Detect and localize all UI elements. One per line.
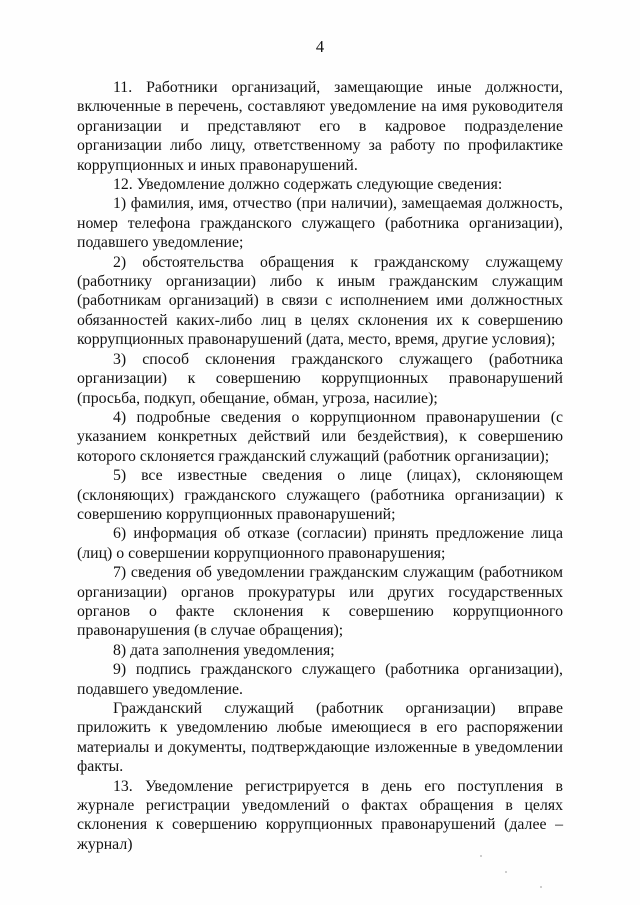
- list-item-9: 9) подпись гражданского служащего (работника организации), подавшего уведомление.: [77, 661, 563, 698]
- document-body: [77, 78, 563, 854]
- list-item-3: 3) способ склонения гражданского служащего (работника организации) к совершению коррупционных правонарушений (просьба, подкуп, обещание, обман, угроза, насилие);: [77, 350, 563, 407]
- scan-speck: [540, 886, 542, 888]
- list-item-8: 8) дата заполнения уведомления;: [113, 641, 335, 659]
- paragraph-11: 11. Работники организаций, замещающие иные должности, включенные в перечень, составляют уведомление на имя руководителя организации и представляют его в кадровое подразделение организации либо лицу, ответственному за работу по профилактике коррупционных и иных правонарушений.: [77, 79, 563, 174]
- list-item-6: 6) информация об отказе (согласии) принять предложение лица (лиц) о совершении коррупционного правонарушения;: [77, 525, 563, 562]
- list-item-2: 2) обстоятельства обращения к гражданскому служащему (работнику организации) либо к иным гражданским служащим (работникам организаций) в связи с исполнением ими должностных обязанностей каких-либо лиц в целях склонения их к совершению коррупционных правонарушений (дата, место, время, другие условия);: [77, 253, 563, 349]
- list-item-7: 7) сведения об уведомлении гражданским служащим (работником организации) органов прокуратуры или других государственных органов о факте склонения к совершению коррупционного правонарушения (в случае обращения);: [77, 564, 563, 640]
- attachment-paragraph: Гражданский служащий (работник организации) вправе приложить к уведомлению любые имеющиеся в его распоряжении материалы и документы, подтверждающие изложенные в уведомлении факты.: [77, 700, 563, 776]
- list-item-4: 4) подробные сведения о коррупционном правонарушении (с указанием конкретных действий или бездействия), к совершению которого склоняется гражданский служащий (работник организации);: [77, 408, 563, 465]
- page-number: 4: [315, 37, 325, 56]
- list-item-5: 5) все известные сведения о лице (лицах), склоняющем (склоняющих) гражданского служащего (работника организации) к совершению коррупционных правонарушений;: [77, 467, 563, 523]
- paragraph-12-intro: 12. Уведомление должно содержать следующие сведения:: [113, 176, 503, 194]
- list-item-1: 1) фамилия, имя, отчество (при наличии), замещаемая должность, номер телефона гражданского служащего (работника организации), подавшего уведомление;: [77, 195, 563, 252]
- scan-speck: [480, 855, 482, 857]
- paragraph-13: 13. Уведомление регистрируется в день его поступления в журнале регистрации уведомлений о фактах обращения в целях склонения к совершению коррупционных правонарушений (далее – журнал): [77, 777, 563, 853]
- scan-speck: [505, 871, 507, 873]
